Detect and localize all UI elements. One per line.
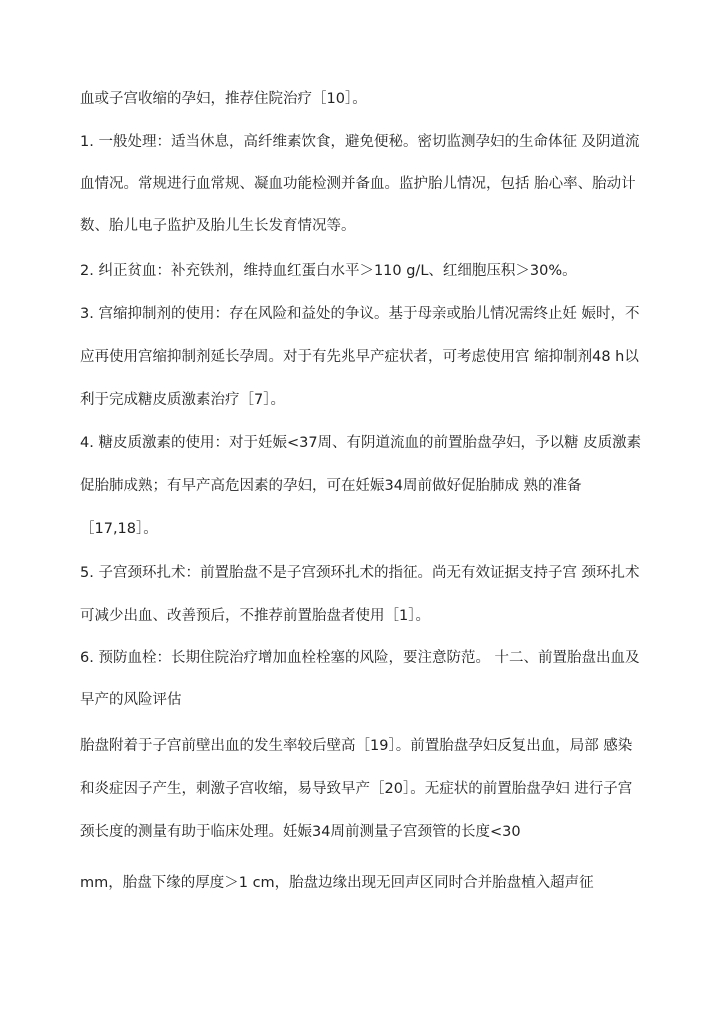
text-line: 早产的风险评估 bbox=[80, 692, 182, 708]
text-line: 颈长度的测量有助于临床处理。妊娠34周前测量子宫颈管的长度<30 bbox=[80, 824, 521, 840]
text-line: 和炎症因子产生，刺激子宫收缩，易导致早产［20］。无症状的前置胎盘孕妇 进行子宫 bbox=[80, 781, 633, 797]
text-line: ［17,18］。 bbox=[80, 521, 158, 537]
text-line: 胎盘附着于子宫前壁出血的发生率较后壁高［19］。前置胎盘孕妇反复出血，局部 感染 bbox=[80, 738, 633, 754]
text-line: 促胎肺成熟；有早产高危因素的孕妇，可在妊娠34周前做好促胎肺成 熟的准备 bbox=[80, 478, 582, 494]
text-line: 6. 预防血栓：长期住院治疗增加血栓栓塞的风险，要注意防范。 十二、前置胎盘出血及 bbox=[80, 650, 640, 666]
text-line: 血或子宫收缩的孕妇，推荐住院治疗［10］。 bbox=[80, 91, 367, 107]
text-line: 1. 一般处理：适当休息，高纤维素饮食，避免便秘。密切监测孕妇的生命体征 及阴道流 bbox=[80, 134, 640, 150]
text-line: 数、胎儿电子监护及胎儿生长发育情况等。 bbox=[80, 218, 356, 234]
text-line: 利于完成糖皮质激素治疗［7］。 bbox=[80, 392, 285, 408]
text-line: 3. 宫缩抑制剂的使用：存在风险和益处的争议。基于母亲或胎儿情况需终止妊 娠时，不 bbox=[80, 306, 640, 322]
text-line: 可减少出血、改善预后，不推荐前置胎盘者使用［1］。 bbox=[80, 608, 430, 624]
text-line: 血情况。常规进行血常规、凝血功能检测并备血。监护胎儿情况，包括 胎心率、胎动计 bbox=[80, 176, 636, 192]
text-line: 应再使用宫缩抑制剂延长孕周。对于有先兆早产症状者，可考虑使用宫 缩抑制剂48 h以 bbox=[80, 349, 639, 365]
text-line: 4. 糖皮质激素的使用：对于妊娠<37周、有阴道流血的前置胎盘孕妇，予以糖 皮质激素 bbox=[80, 435, 642, 451]
text-line: 5. 子宫颈环扎术：前置胎盘不是子宫颈环扎术的指征。尚无有效证据支持子宫 颈环扎术 bbox=[80, 565, 640, 581]
text-line: 2. 纠正贫血：补充铁剂，维持血红蛋白水平＞110 g/L、红细胞压积＞30%。 bbox=[80, 263, 577, 279]
text-line: mm，胎盘下缘的厚度＞1 cm，胎盘边缘出现无回声区同时合并胎盘植入超声征 bbox=[80, 875, 594, 891]
